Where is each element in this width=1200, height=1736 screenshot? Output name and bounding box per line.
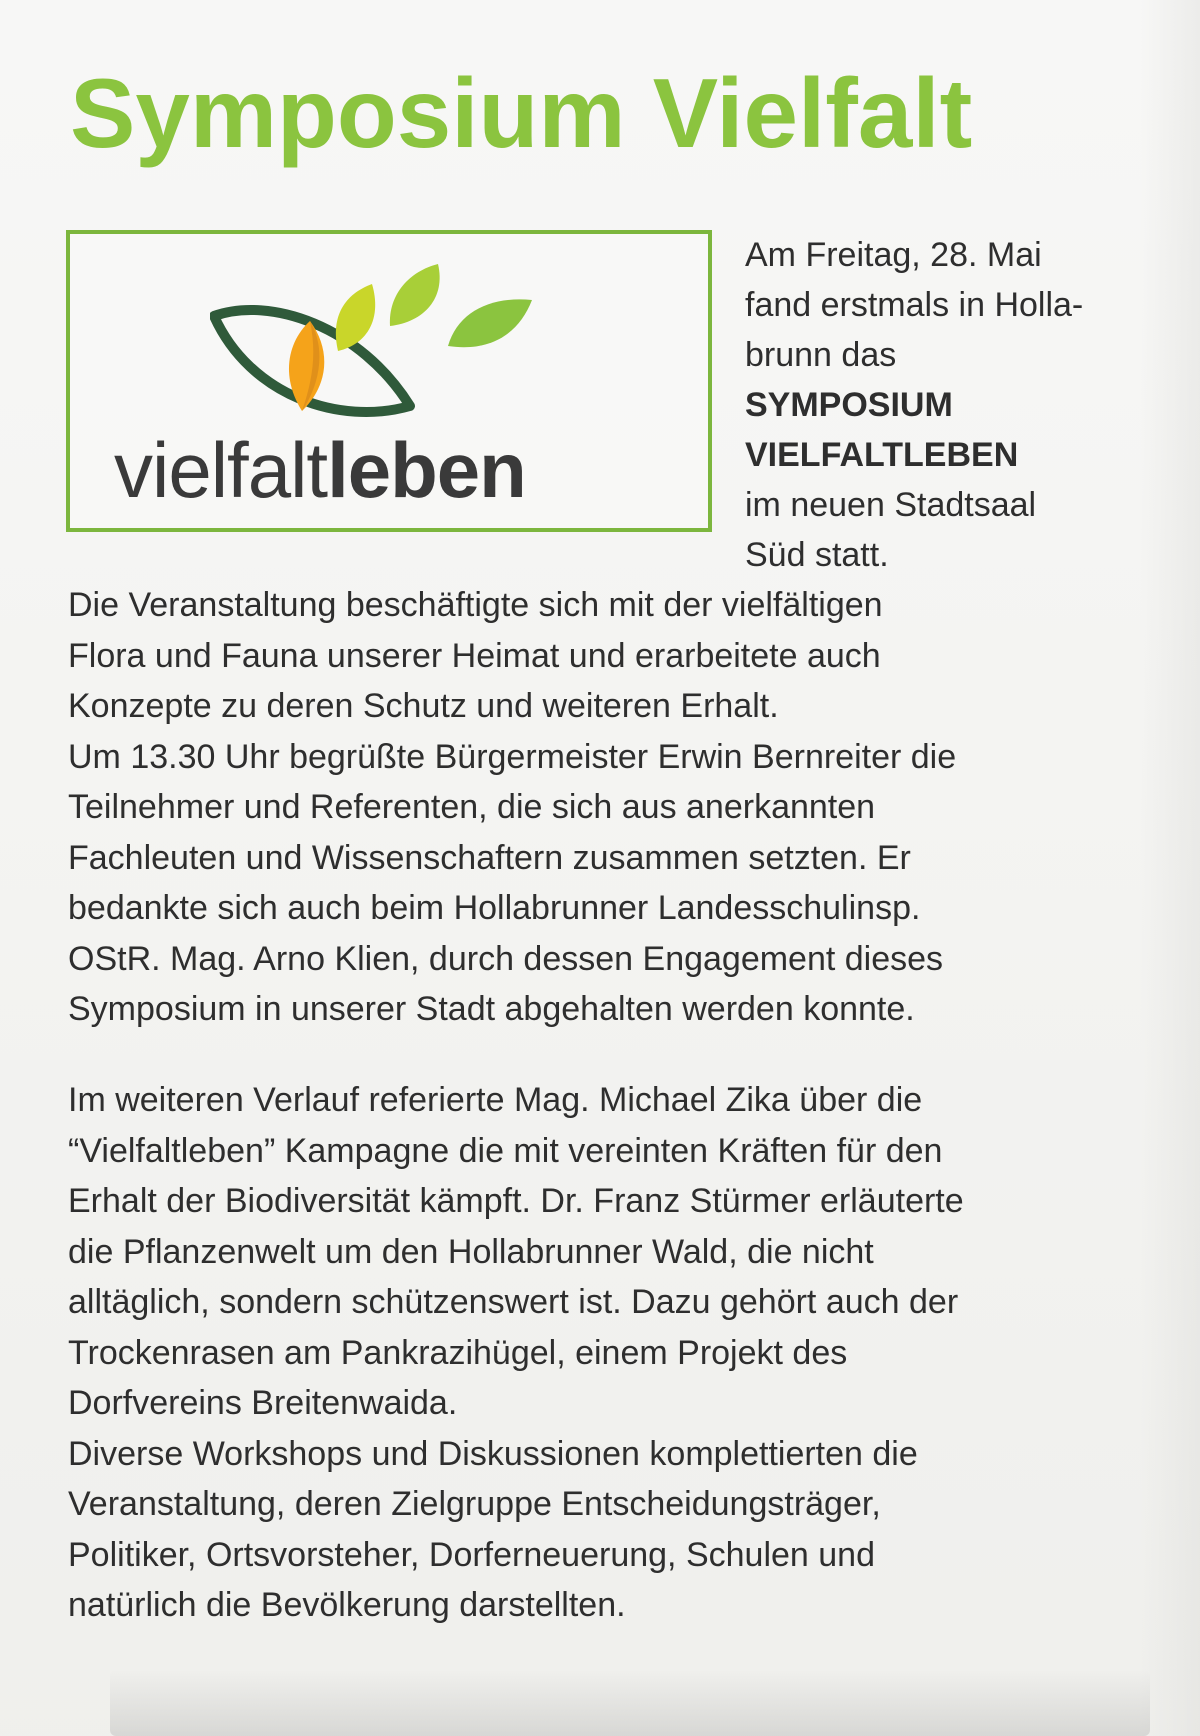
text-line: bedankte sich auch beim Hollabrunner Landesschulinsp.: [68, 889, 921, 927]
show-through-bottom: [110, 1670, 1150, 1736]
text-line: Dorfvereins Breitenwaida.: [68, 1384, 458, 1422]
vielfaltleben-logo: [66, 230, 712, 532]
intro-line: brunn das: [745, 336, 897, 374]
body-paragraph-1: [68, 580, 1178, 1035]
article-headline: Symposium Vielfalt: [70, 58, 973, 168]
text-line: Teilnehmer und Referenten, die sich aus anerkannten: [68, 788, 876, 826]
text-line: “Vielfaltleben” Kampagne die mit vereinten Kräften für den: [68, 1131, 943, 1170]
text-line: Flora und Fauna unserer Heimat und erarbeitete auch: [68, 636, 881, 675]
intro-line: im neuen Stadtsaal: [745, 486, 1037, 524]
text-line: natürlich die Bevölkerung darstellten.: [68, 1586, 626, 1624]
intro-paragraph: [745, 230, 1165, 580]
text-line: Konzepte zu deren Schutz und weiteren Erhalt.: [68, 687, 779, 725]
yellow-leaf-icon: [336, 284, 375, 351]
text-line: Fachleuten und Wissenschaftern zusammen setzten. Er: [68, 838, 911, 877]
text-line: Symposium in unserer Stadt abgehalten werden konnte.: [68, 990, 915, 1028]
text-line: Im weiteren Verlauf referierte Mag. Michael Zika über die: [68, 1081, 923, 1119]
body-paragraph-2: [68, 1075, 1178, 1631]
light-green-leaf-icon: [390, 264, 440, 326]
text-line: alltäglich, sondern schützenswert ist. Dazu gehört auch der: [68, 1283, 959, 1321]
text-line: OStR. Mag. Arno Klien, durch dessen Engagement dieses: [68, 939, 944, 978]
intro-line: Am Freitag, 28. Mai: [745, 236, 1042, 274]
text-line: Trockenrasen am Pankrazihügel, einem Projekt des: [68, 1333, 848, 1372]
logo-word-light: vielfalt: [114, 426, 328, 514]
intro-event-name: VIELFALTLEBEN: [745, 436, 1019, 474]
intro-event-name: SYMPOSIUM: [745, 386, 953, 424]
text-line: Die Veranstaltung beschäftigte sich mit der vielfältigen: [68, 586, 883, 624]
intro-line: Süd statt.: [745, 536, 889, 574]
logo-wordmark: [114, 426, 526, 514]
logo-word-bold: leben: [327, 426, 526, 514]
text-line: Veranstaltung, deren Zielgruppe Entscheidungsträger,: [68, 1485, 881, 1523]
text-line: Um 13.30 Uhr begrüßte Bürgermeister Erwin Bernreiter die: [68, 737, 957, 776]
text-line: Diverse Workshops und Diskussionen komplettierten die: [68, 1434, 918, 1473]
text-line: Erhalt der Biodiversität kämpft. Dr. Franz Stürmer erläuterte: [68, 1182, 964, 1220]
intro-line: fand erstmals in Holla-: [745, 286, 1084, 324]
green-leaf-icon: [448, 299, 532, 347]
text-line: die Pflanzenwelt um den Hollabrunner Wald, die nicht: [68, 1232, 874, 1271]
text-line: Politiker, Ortsvorsteher, Dorferneuerung, Schulen und: [68, 1535, 875, 1574]
